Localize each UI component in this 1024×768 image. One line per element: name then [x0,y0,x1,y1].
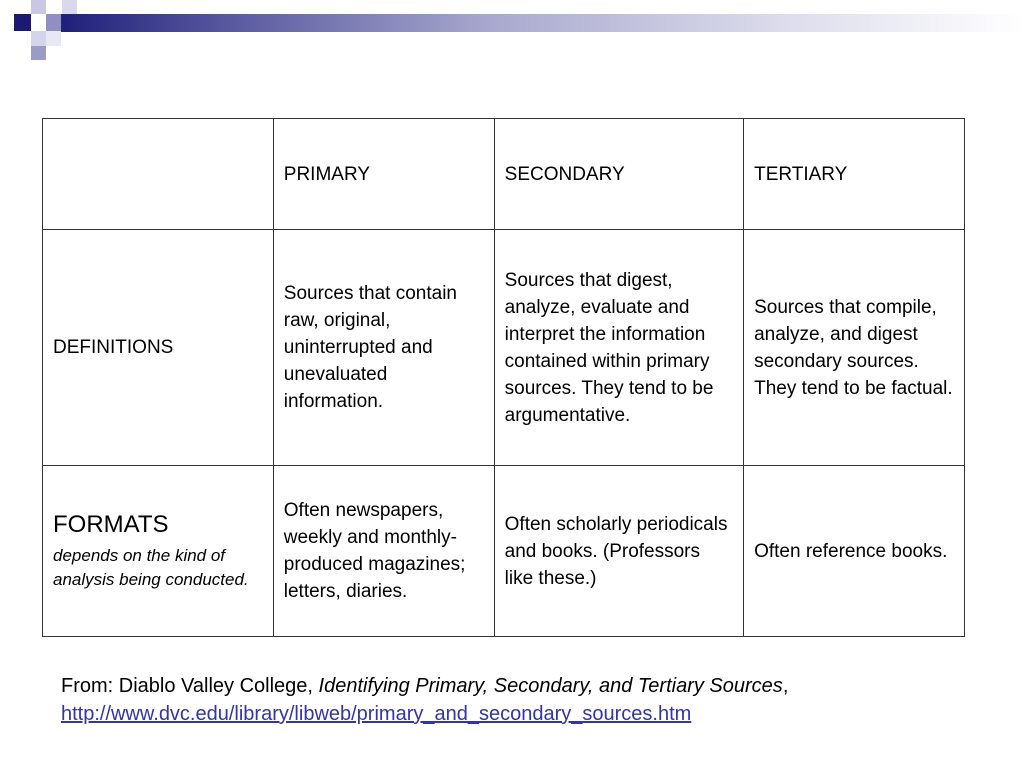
decorative-square [46,14,61,31]
table-row-definitions [43,230,965,466]
row-header-formats-note: depends on the kind of analysis being conducted. [53,545,249,589]
format-secondary: Often scholarly periodicals and books. (Professors like these.) [494,466,743,637]
row-header-definitions: DEFINITIONS [43,230,274,466]
format-tertiary: Often reference books. [744,466,965,637]
decorative-square [14,14,31,31]
decorative-square [62,0,77,14]
citation-link[interactable]: http://www.dvc.edu/library/libweb/primary_and_secondary_sources.htm [61,703,692,725]
row-header-formats-cell [43,466,274,637]
citation-suffix: , [782,675,789,697]
citation-title: Identifying Primary, Secondary, and Tertiary Sources [318,675,783,697]
header-gradient-bar [60,14,1024,32]
column-header-secondary: SECONDARY [494,119,743,230]
decorative-square [31,31,46,46]
table-header-row [43,119,965,230]
citation-prefix: From: Diablo Valley College, [61,675,319,697]
table-row-formats [43,466,965,637]
column-header-primary: PRIMARY [273,119,494,230]
empty-corner-cell [43,119,274,230]
definition-secondary: Sources that digest, analyze, evaluate and interpret the information contained within primary sources. They tend to be argumentative. [494,230,743,466]
format-primary: Often newspapers, weekly and monthly-produced magazines; letters, diaries. [273,466,494,637]
column-header-tertiary: TERTIARY [744,119,965,230]
decorative-square [31,46,46,60]
decorative-square [46,31,61,46]
decorative-square [31,0,46,14]
source-types-table [42,118,965,637]
definition-tertiary: Sources that compile, analyze, and digest secondary sources. They tend to be factual. [744,230,965,466]
definition-primary: Sources that contain raw, original, uninterrupted and unevaluated information. [273,230,494,466]
citation [61,672,788,728]
row-header-formats: FORMATS [53,510,169,538]
